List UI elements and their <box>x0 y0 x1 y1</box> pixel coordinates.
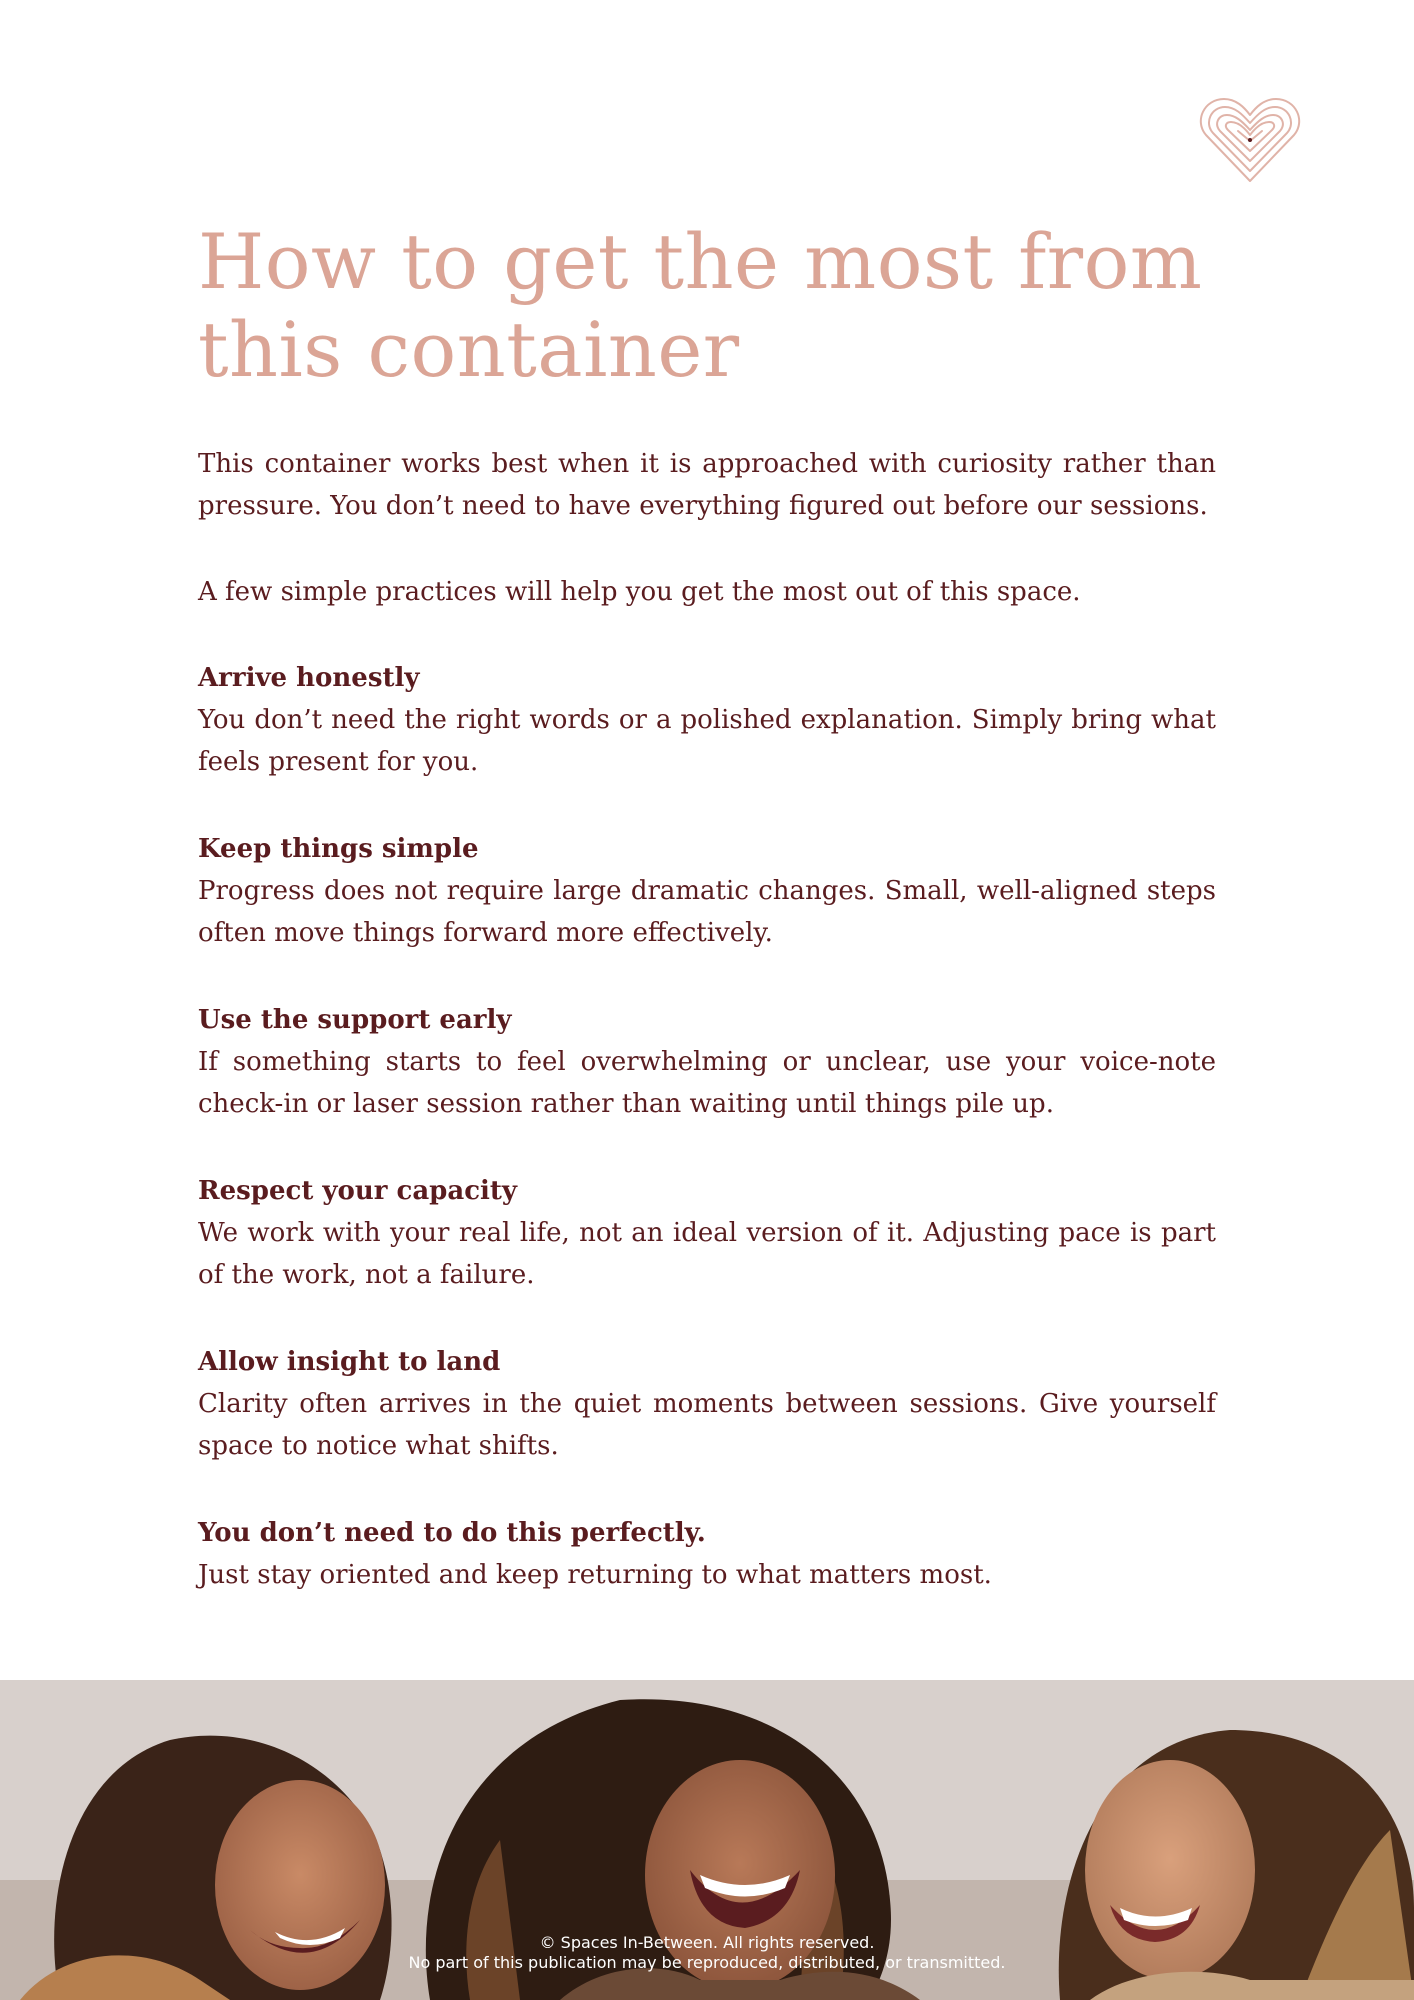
page-title: How to get the most from this container <box>198 217 1203 394</box>
section-use-support-early <box>198 999 1216 1125</box>
section-text: If something starts to feel overwhelming or unclear, use your voice-note check-in or laser session rather than waiting until things pile up. <box>198 1047 1216 1119</box>
section-heading: You don’t need to do this perfectly. <box>198 1518 706 1548</box>
section-arrive-honestly <box>198 657 1216 783</box>
section-text: Just stay oriented and keep returning to what matters most. <box>198 1560 992 1590</box>
section-not-perfectly <box>198 1512 1216 1596</box>
section-allow-insight <box>198 1341 1216 1467</box>
section-text: Progress does not require large dramatic changes. Small, well-aligned steps often move things forward more effectively. <box>198 876 1216 948</box>
heart-maze-icon <box>1198 95 1302 185</box>
intro-paragraph-1: This container works best when it is approached with curiosity rather than pressure. You don’t need to have everything figured out before our sessions. <box>198 449 1216 521</box>
section-heading: Use the support early <box>198 1005 512 1035</box>
section-heading: Arrive honestly <box>198 663 420 693</box>
section-text: Clarity often arrives in the quiet moments between sessions. Give yourself space to notice what shifts. <box>198 1389 1216 1461</box>
section-heading: Keep things simple <box>198 834 479 864</box>
section-heading: Allow insight to land <box>198 1347 501 1377</box>
footer-copyright: © Spaces In-Between. All rights reserved. <box>539 1933 875 1952</box>
section-heading: Respect your capacity <box>198 1176 518 1206</box>
footer <box>0 1933 1414 1973</box>
footer-notice: No part of this publication may be reproduced, distributed, or transmitted. <box>408 1953 1006 1972</box>
section-keep-things-simple <box>198 828 1216 954</box>
intro-paragraph-2: A few simple practices will help you get the most out of this space. <box>198 577 1081 607</box>
section-text: We work with your real life, not an ideal version of it. Adjusting pace is part of the work, not a failure. <box>198 1218 1216 1290</box>
section-text: You don’t need the right words or a polished explanation. Simply bring what feels present for you. <box>198 705 1216 777</box>
section-respect-capacity <box>198 1170 1216 1296</box>
